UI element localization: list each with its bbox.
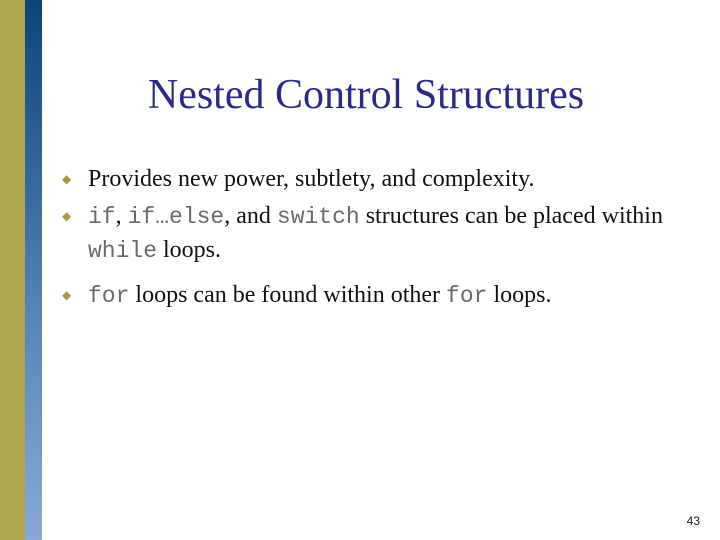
code-keyword: for: [88, 283, 130, 309]
bullet-icon: ◆: [62, 288, 72, 302]
bullet-text: [88, 200, 682, 268]
bullet-text-segment: , and: [224, 203, 277, 229]
bullet-icon: ◆: [62, 172, 72, 186]
left-accent-stripe-blue: [25, 0, 42, 540]
code-keyword: switch: [276, 204, 360, 230]
bullet-text-segment: loops.: [487, 282, 552, 308]
code-keyword: while: [88, 238, 158, 264]
bullet-text-segment: structures can be placed within: [359, 203, 663, 229]
bullet-icon: ◆: [62, 209, 72, 223]
bullet-text: [88, 163, 682, 196]
code-keyword: if…else: [127, 204, 225, 230]
page-number: 43: [686, 514, 700, 528]
code-keyword: for: [446, 283, 488, 309]
bullet-item: [62, 200, 682, 268]
code-keyword: if: [88, 204, 116, 230]
bullet-text-segment: loops.: [157, 237, 222, 263]
bullet-item: [62, 163, 682, 196]
bullet-text: [88, 279, 682, 313]
left-accent-stripe-olive: [0, 0, 25, 540]
bullet-text-segment: Provides new power, subtlety, and complexity.: [88, 166, 535, 192]
bullet-item: [62, 279, 682, 313]
slide-title: Nested Control Structures: [147, 72, 585, 118]
bullet-text-segment: loops can be found within other: [129, 282, 447, 308]
bullet-text-segment: ,: [115, 203, 128, 229]
